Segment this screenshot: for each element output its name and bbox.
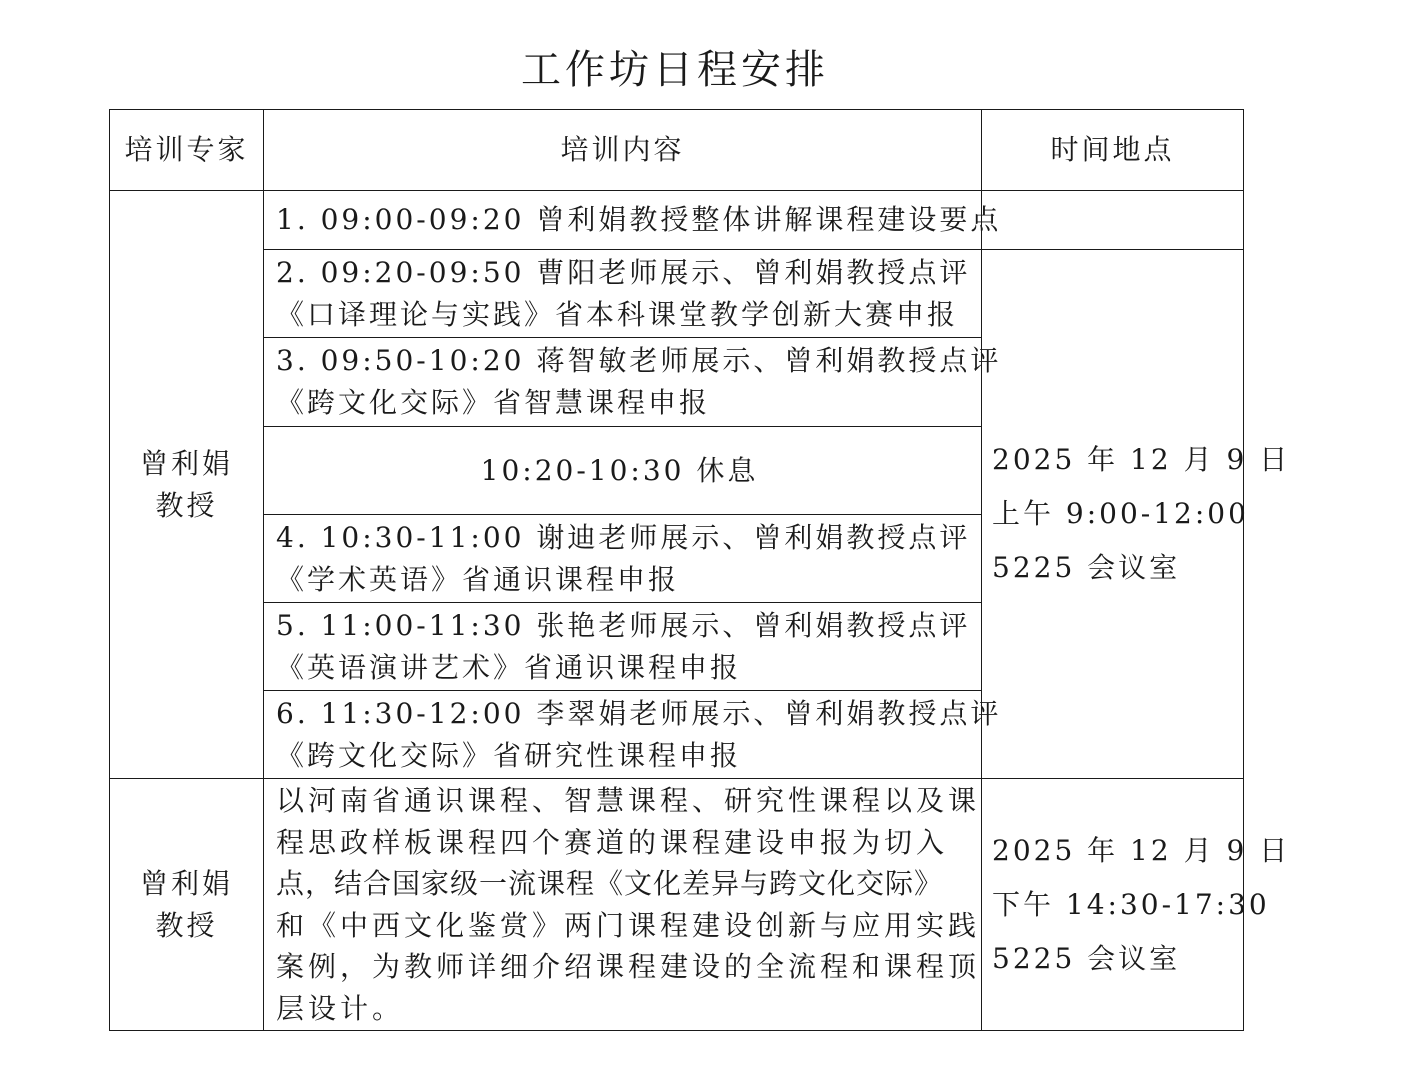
session-item [264,338,1002,427]
description-line: 点，结合国家级一流课程《文化差异与跨文化交际》 [276,867,944,900]
header-row [110,110,1244,191]
expert-name: 曾利娟 [139,866,233,900]
break-item [264,427,982,515]
morning-place: 5225 会议室 [992,551,1181,584]
expert-title: 教授 [155,488,218,522]
empty-cell [982,191,1244,250]
afternoon-place: 5225 会议室 [992,941,1181,975]
header-expert: 培训专家 [110,110,264,191]
session-text: 2. 09:20-09:50 曹阳老师展示、曾利娟教授点评 [276,255,971,289]
session-item [264,515,982,603]
schedule-table [109,109,1291,1031]
session-item [264,603,982,691]
session-text: 4. 10:30-11:00 谢迪老师展示、曾利娟教授点评 [276,520,971,554]
session-item [264,250,982,338]
session-text: 3. 09:50-10:20 蒋智敏老师展示、曾利娟教授点评 [276,344,1002,377]
expert-title: 教授 [155,908,218,942]
morning-date: 2025 年 12 月 9 日 [992,443,1291,476]
description-line: 案例，为教师详细介绍课程建设的全流程和课程顶 [276,950,981,983]
description-line: 程思政样板课程四个赛道的课程建设申报为切入 [276,825,949,859]
session-course: 《跨文化交际》省研究性课程申报 [276,738,742,772]
table-row [110,191,1244,250]
afternoon-description [264,779,982,1031]
expert-cell [110,779,264,1031]
expert-name: 曾利娟 [139,446,233,480]
table-row [110,779,1244,1031]
description-line: 层设计。 [276,991,405,1025]
afternoon-time: 下午 14:30-17:30 [992,887,1270,921]
break-text: 10:20-10:30 休息 [480,453,759,487]
expert-cell [110,191,264,779]
header-timeplace: 时间地点 [982,110,1244,191]
table-row [110,250,1244,338]
page-title: 工作坊日程安排 [521,47,829,93]
afternoon-timeplace-cell [982,779,1291,1031]
session-item [264,191,1002,250]
session-item [264,691,1002,779]
morning-time: 上午 9:00-12:00 [992,497,1249,530]
afternoon-date: 2025 年 12 月 9 日 [992,833,1291,867]
header-content: 培训内容 [264,110,982,191]
morning-timeplace-cell [982,250,1291,779]
description-line: 以河南省通识课程、智慧课程、研究性课程以及课 [276,784,981,817]
session-course: 《学术英语》省通识课程申报 [276,562,680,596]
session-text: 6. 11:30-12:00 李翠娟老师展示、曾利娟教授点评 [276,696,1002,730]
session-course: 《英语演讲艺术》省通识课程申报 [276,650,742,684]
description-line: 和《中西文化鉴赏》两门课程建设创新与应用实践 [276,908,981,942]
session-text: 1. 09:00-09:20 曾利娟教授整体讲解课程建设要点 [276,203,1002,236]
session-course: 《口译理论与实践》省本科课堂教学创新大赛申报 [276,297,959,331]
session-course: 《跨文化交际》省智慧课程申报 [276,386,711,419]
session-text: 5. 11:00-11:30 张艳老师展示、曾利娟教授点评 [276,608,971,642]
